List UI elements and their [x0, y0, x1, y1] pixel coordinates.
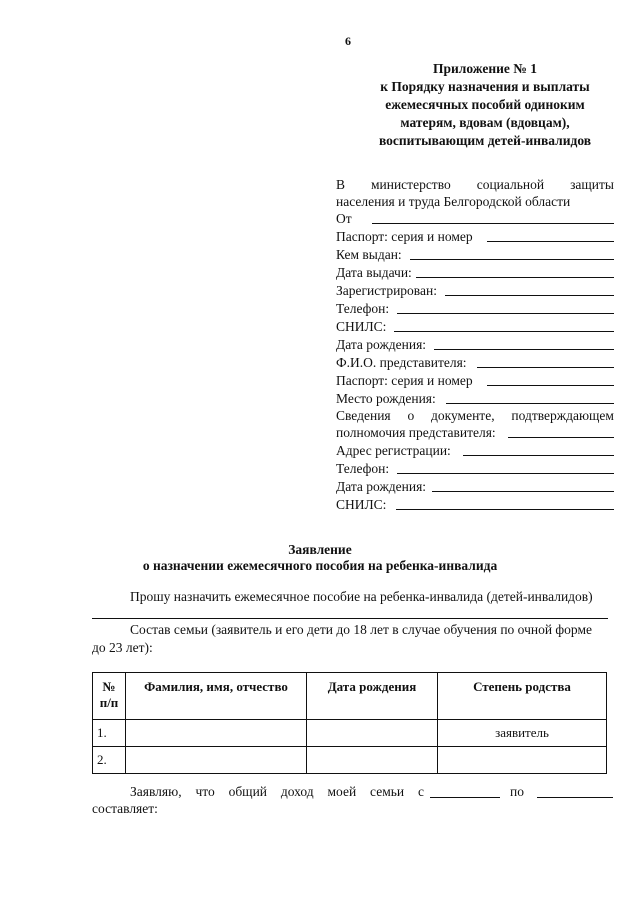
phone-field[interactable]	[336, 299, 614, 317]
rep-passport-label: Паспорт: серия и номер	[336, 373, 473, 388]
cell-number: 1.	[93, 720, 126, 747]
birth-place-line[interactable]	[446, 402, 614, 404]
recipient-line-1	[336, 175, 614, 193]
reg-address-label: Адрес регистрации:	[336, 443, 451, 458]
header-birth-date: Дата рождения	[307, 673, 438, 720]
rep-passport-field[interactable]	[336, 371, 614, 389]
passport-label: Паспорт: серия и номер	[336, 229, 473, 244]
income-to-label: по	[510, 784, 524, 799]
statement-heading	[80, 542, 560, 574]
rep-birth-date-label: Дата рождения:	[336, 479, 427, 494]
cell-relation[interactable]	[438, 747, 607, 774]
birth-date-line[interactable]	[434, 348, 614, 350]
rep-name-line[interactable]	[477, 366, 614, 368]
issued-by-field[interactable]	[336, 245, 614, 263]
table-row	[93, 720, 607, 747]
family-text-line-1: Состав семьи (заявитель и его дети до 18 лет в случае обучения по очной форме	[130, 622, 593, 637]
appendix-header	[340, 60, 630, 150]
recipient-word: защиты	[570, 177, 614, 192]
doc-info-line-1: Сведения о документе, подтверждающем	[336, 408, 614, 423]
income-line: Заявляю, что общий доход моей семьи с	[130, 784, 424, 799]
phone-line[interactable]	[397, 312, 614, 314]
rep-phone-field[interactable]	[336, 459, 614, 477]
rep-phone-line[interactable]	[397, 472, 614, 474]
statement-subtitle: о назначении ежемесячного пособия на ребенка-инвалида	[142, 558, 498, 573]
issue-date-label: Дата выдачи:	[336, 265, 412, 280]
registered-field[interactable]	[336, 281, 614, 299]
appendix-line: ежемесячных пособий одиноким	[385, 97, 585, 112]
birth-place-label: Место рождения:	[336, 391, 436, 406]
reg-address-field[interactable]	[336, 441, 614, 459]
page-number: 6	[345, 34, 351, 48]
rep-name-field[interactable]	[336, 353, 614, 371]
recipient-word: социальной	[476, 177, 545, 192]
appendix-line: к Порядку назначения и выплаты	[380, 79, 590, 94]
rep-snils-field[interactable]	[336, 495, 614, 513]
doc-info-label: полномочия представителя:	[336, 425, 496, 440]
rep-snils-line[interactable]	[396, 508, 614, 510]
appendix-line: Приложение № 1	[433, 61, 537, 76]
from-label: От	[336, 211, 352, 226]
income-line-2: составляет:	[92, 801, 158, 816]
rep-passport-line[interactable]	[487, 384, 614, 386]
family-table	[92, 672, 607, 774]
issued-by-line[interactable]	[410, 258, 614, 260]
doc-info-line[interactable]	[508, 436, 614, 438]
appendix-line: матерям, вдовам (вдовцам),	[400, 115, 570, 130]
recipient-line-2: населения и труда Белгородской области	[336, 194, 571, 209]
birth-place-field[interactable]	[336, 389, 614, 407]
cell-birth-date[interactable]	[307, 720, 438, 747]
request-fill-line[interactable]	[92, 618, 608, 619]
rep-birth-date-line[interactable]	[432, 490, 614, 492]
recipient-word: министерство	[370, 177, 451, 192]
registered-label: Зарегистрирован:	[336, 283, 437, 298]
cell-relation[interactable]: заявитель	[438, 720, 607, 747]
cell-birth-date[interactable]	[307, 747, 438, 774]
issued-by-label: Кем выдан:	[336, 247, 402, 262]
income-from-line[interactable]	[430, 797, 500, 798]
from-field[interactable]	[336, 209, 614, 227]
cell-name[interactable]	[126, 747, 307, 774]
rep-phone-label: Телефон:	[336, 461, 390, 476]
rep-birth-date-field[interactable]	[336, 477, 614, 495]
statement-title: Заявление	[288, 542, 352, 557]
header-relation: Степень родства	[438, 673, 607, 720]
doc-info-field[interactable]	[336, 423, 614, 441]
snils-label: СНИЛС:	[336, 319, 387, 334]
table-row	[93, 747, 607, 774]
birth-date-field[interactable]	[336, 335, 614, 353]
header-number: № п/п	[93, 673, 126, 720]
appendix-line: воспитывающим детей-инвалидов	[378, 133, 592, 148]
phone-label: Телефон:	[336, 301, 390, 316]
income-to-line[interactable]	[537, 797, 613, 798]
table-header-row	[93, 673, 607, 720]
issue-date-line[interactable]	[416, 276, 614, 278]
rep-name-label: Ф.И.О. представителя:	[336, 355, 467, 370]
passport-field[interactable]	[336, 227, 614, 245]
snils-field[interactable]	[336, 317, 614, 335]
rep-snils-label: СНИЛС:	[336, 497, 387, 512]
birth-date-label: Дата рождения:	[336, 337, 427, 352]
reg-address-line[interactable]	[463, 454, 614, 456]
request-text: Прошу назначить ежемесячное пособие на ребенка-инвалида (детей-инвалидов)	[130, 589, 593, 604]
registered-line[interactable]	[445, 294, 614, 296]
passport-line[interactable]	[487, 240, 614, 242]
header-name: Фамилия, имя, отчество	[126, 673, 307, 720]
recipient-word: В	[336, 177, 346, 192]
issue-date-field[interactable]	[336, 263, 614, 281]
cell-number: 2.	[93, 747, 126, 774]
from-line[interactable]	[372, 222, 614, 224]
family-text-line-2: до 23 лет):	[92, 640, 153, 655]
snils-line[interactable]	[394, 330, 614, 332]
cell-name[interactable]	[126, 720, 307, 747]
